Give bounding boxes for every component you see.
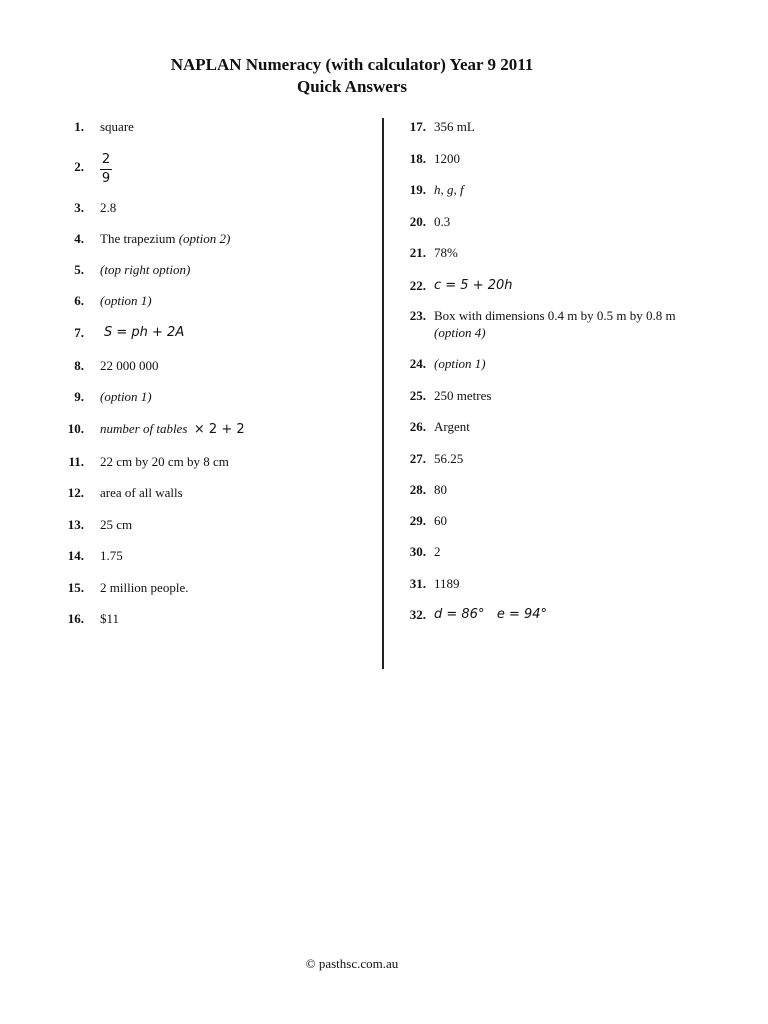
question-number: 22. <box>409 278 426 293</box>
answer-formula: S = ph + 2A <box>104 325 185 340</box>
question-number: 10. <box>67 421 84 436</box>
answer-formula: c = 5 + 20h <box>434 278 513 293</box>
question-number: 30. <box>409 544 426 559</box>
answer-text: Box with dimensions 0.4 m by 0.5 m by 0.8 m <box>434 308 676 323</box>
question-number: 15. <box>67 580 84 595</box>
answer-text: 250 metres <box>434 388 492 403</box>
answer-text: 80 <box>434 482 447 497</box>
question-number: 16. <box>67 611 84 626</box>
question-number: 17. <box>409 119 426 134</box>
answer-text: number of tables <box>100 421 188 436</box>
question-number: 24. <box>409 356 426 371</box>
answer-text: 78% <box>434 245 458 260</box>
question-number: 23. <box>409 308 426 323</box>
answer-text: 56.25 <box>434 451 464 466</box>
question-number: 31. <box>409 576 426 591</box>
question-number: 6. <box>74 293 84 308</box>
answer-text: 2 million people. <box>100 580 189 595</box>
answer-text: h, g, f <box>434 182 464 197</box>
answer-option: (top right option) <box>100 262 191 277</box>
question-number: 14. <box>67 548 84 563</box>
answer-text: Argent <box>434 419 470 434</box>
answer-text: 1200 <box>434 151 460 166</box>
answer-text: area of all walls <box>100 485 183 500</box>
fraction-numerator: 2 <box>101 152 111 167</box>
answer-option: (option 1) <box>100 389 152 404</box>
answer-option: (option 4) <box>434 325 486 340</box>
question-number: 9. <box>74 389 84 404</box>
question-number: 28. <box>409 482 426 497</box>
question-number: 32. <box>409 607 426 622</box>
answer-fraction <box>100 150 112 187</box>
answer-text: 356 mL <box>434 119 475 134</box>
answer-option: (option 2) <box>178 231 231 246</box>
question-number: 29. <box>409 513 426 528</box>
question-number: 13. <box>67 517 84 532</box>
answer-formula: × 2 + 2 <box>193 422 245 437</box>
answer-text: 0.3 <box>434 214 451 229</box>
question-number: 27. <box>409 451 426 466</box>
question-number: 20. <box>409 214 426 229</box>
copyright-footer: © pasthsc.com.au <box>305 956 399 971</box>
answer-text: 22 cm by 20 cm by 8 cm <box>100 454 229 469</box>
question-number: 1. <box>74 119 84 134</box>
question-number: 8. <box>74 358 84 373</box>
question-number: 5. <box>74 262 84 277</box>
page-title: NAPLAN Numeracy (with calculator) Year 9 2011 <box>170 55 534 74</box>
answer-formula: d = 86° e = 94° <box>434 607 548 622</box>
question-number: 26. <box>409 419 426 434</box>
question-number: 7. <box>74 325 84 340</box>
answer-option: (option 1) <box>434 356 486 371</box>
answer-text: 1.75 <box>100 548 123 563</box>
fraction-denominator: 9 <box>101 171 111 186</box>
question-number: 12. <box>67 485 84 500</box>
page-subtitle: Quick Answers <box>296 77 408 96</box>
answer-text: 2.8 <box>100 200 117 215</box>
question-number: 18. <box>409 151 426 166</box>
answer-text: 60 <box>434 513 447 528</box>
answer-text: 1189 <box>434 576 460 591</box>
question-number: 25. <box>409 388 426 403</box>
question-number: 3. <box>74 200 84 215</box>
question-number: 11. <box>68 454 84 469</box>
answer-text: 2 <box>434 544 441 559</box>
question-number: 2. <box>74 159 84 174</box>
answer-text: square <box>100 119 134 134</box>
answer-option: (option 1) <box>100 293 152 308</box>
answer-text: 22 000 000 <box>100 358 159 373</box>
answer-text: The trapezium <box>100 231 176 246</box>
question-number: 21. <box>409 245 426 260</box>
answer-text: 25 cm <box>100 517 133 532</box>
answer-text: $11 <box>100 611 120 626</box>
question-number: 19. <box>409 182 426 197</box>
question-number: 4. <box>74 231 84 246</box>
